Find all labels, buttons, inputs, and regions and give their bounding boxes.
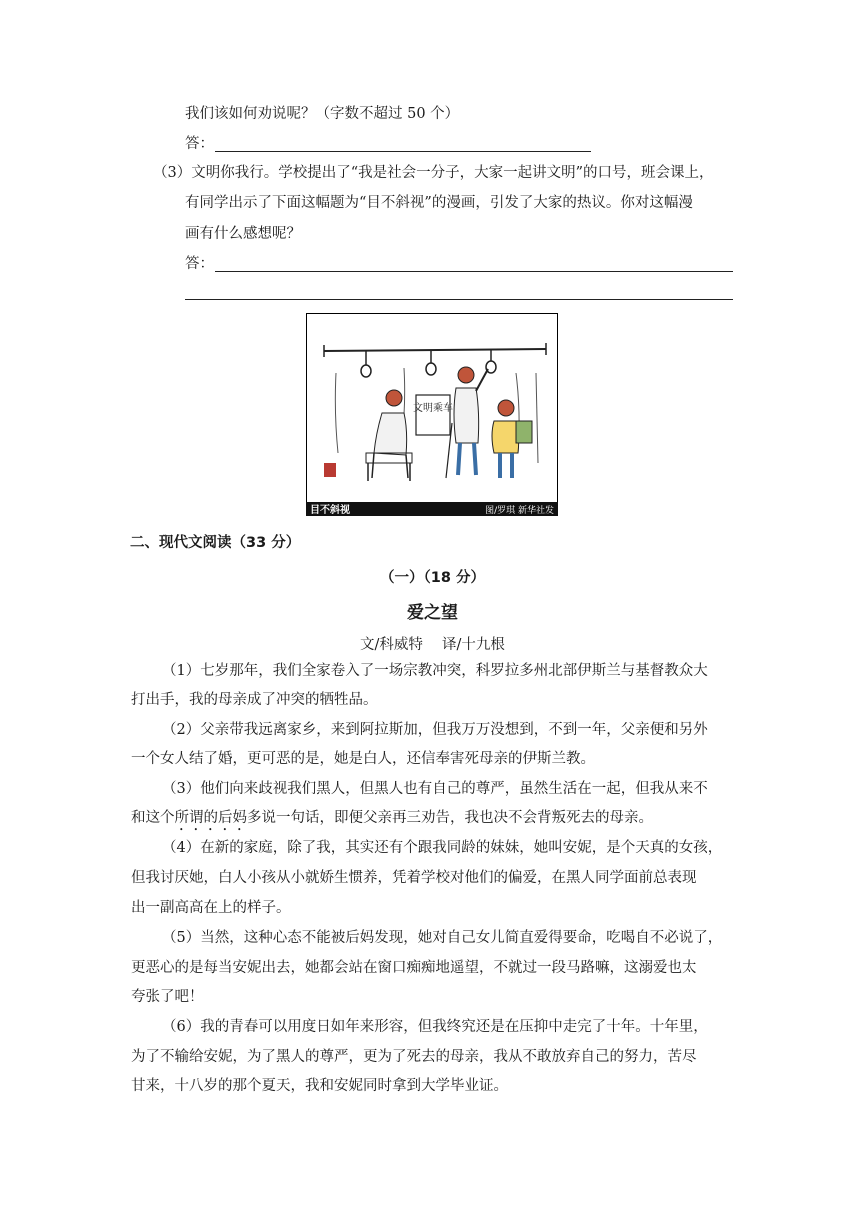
paragraph-5-line: 更恶心的是每当安妮出去，她都会站在窗口痴痴地遥望，不就过一段马路嘛，这溺爱也太 (131, 960, 697, 976)
cartoon-image (306, 313, 558, 516)
cartoon-caption-credit: 图/罗琪 新华社发 (485, 506, 554, 516)
part-heading: （一）（18 分） (380, 570, 485, 586)
emphasized-phrase: 所谓的后妈 (174, 810, 247, 826)
paragraph-3-line (131, 808, 653, 834)
sign-text-1: 文明乘车 (413, 403, 453, 414)
p3-text-post: 多说一句话，即便父亲再三劝告，我也决不会背叛死去的母亲。 (247, 810, 653, 826)
paragraph-3-line: （3）他们向来歧视我们黑人，但黑人也有自己的尊严，虽然生活在一起，但我从来不 (162, 781, 708, 797)
paragraph-5-line: （5）当然，这种心态不能被后妈发现，她对自己女儿简直爱得要命，吃喝自不必说了， (162, 930, 723, 946)
question-2-text: 我们该如何劝说呢？（字数不超过 50 个） (185, 106, 460, 122)
paragraph-6-line: 甘来，十八岁的那个夏天，我和安妮同时拿到大学毕业证。 (131, 1078, 508, 1094)
cartoon-caption-title: 目不斜视 (310, 505, 350, 516)
paragraph-4-line: （4）在新的家庭，除了我，其实还有个跟我同龄的妹妹，她叫安妮，是个天真的女孩， (162, 840, 723, 856)
paragraph-4-line: 出一副高高在上的样子。 (131, 900, 291, 916)
article-title: 爱之望 (407, 603, 458, 623)
paragraph-5-line: 夸张了吧！ (131, 989, 204, 1005)
p3-text-pre: 和这个 (131, 810, 175, 826)
answer-label: 答： (185, 136, 214, 152)
question-3-line: 有同学出示了下面这幅题为“目不斜视”的漫画，引发了大家的热议。你对这幅漫 (185, 195, 693, 211)
paragraph-6-line: 为了不输给安妮，为了黑人的尊严，更为了死去的母亲，我从不敢放弃自己的努力，苦尽 (131, 1049, 697, 1065)
answer-line[interactable] (215, 271, 733, 272)
article-byline: 文/科威特 译/十九根 (360, 637, 505, 653)
answer-line[interactable] (185, 299, 733, 300)
paragraph-1-line: 打出手，我的母亲成了冲突的牺牲品。 (131, 692, 378, 708)
question-3-line: （3）文明你我行。学校提出了“我是社会一分子，大家一起讲文明”的口号，班会课上， (153, 165, 714, 181)
paragraph-1-line: （1）七岁那年，我们全家卷入了一场宗教冲突，科罗拉多州北部伊斯兰与基督教众大 (162, 663, 708, 679)
answer-line[interactable] (215, 151, 591, 152)
question-3-line: 画有什么感想呢？ (185, 226, 301, 242)
section-heading: 二、现代文阅读（33 分） (130, 535, 301, 551)
paragraph-6-line: （6）我的青春可以用度日如年来形容，但我终究还是在压抑中走完了十年。十年里， (162, 1019, 708, 1035)
paragraph-2-line: 一个女人结了婚，更可恶的是，她是白人，还信奉害死母亲的伊斯兰教。 (131, 751, 595, 767)
paragraph-2-line: （2）父亲带我远离家乡，来到阿拉斯加，但我万万没想到，不到一年，父亲便和另外 (162, 722, 708, 738)
answer-label: 答： (185, 256, 214, 272)
sign (413, 395, 453, 435)
paragraph-4-line: 但我讨厌她，白人小孩从小就娇生惯养，凭着学校对他们的偏爱，在黑人同学面前总表现 (131, 870, 697, 886)
